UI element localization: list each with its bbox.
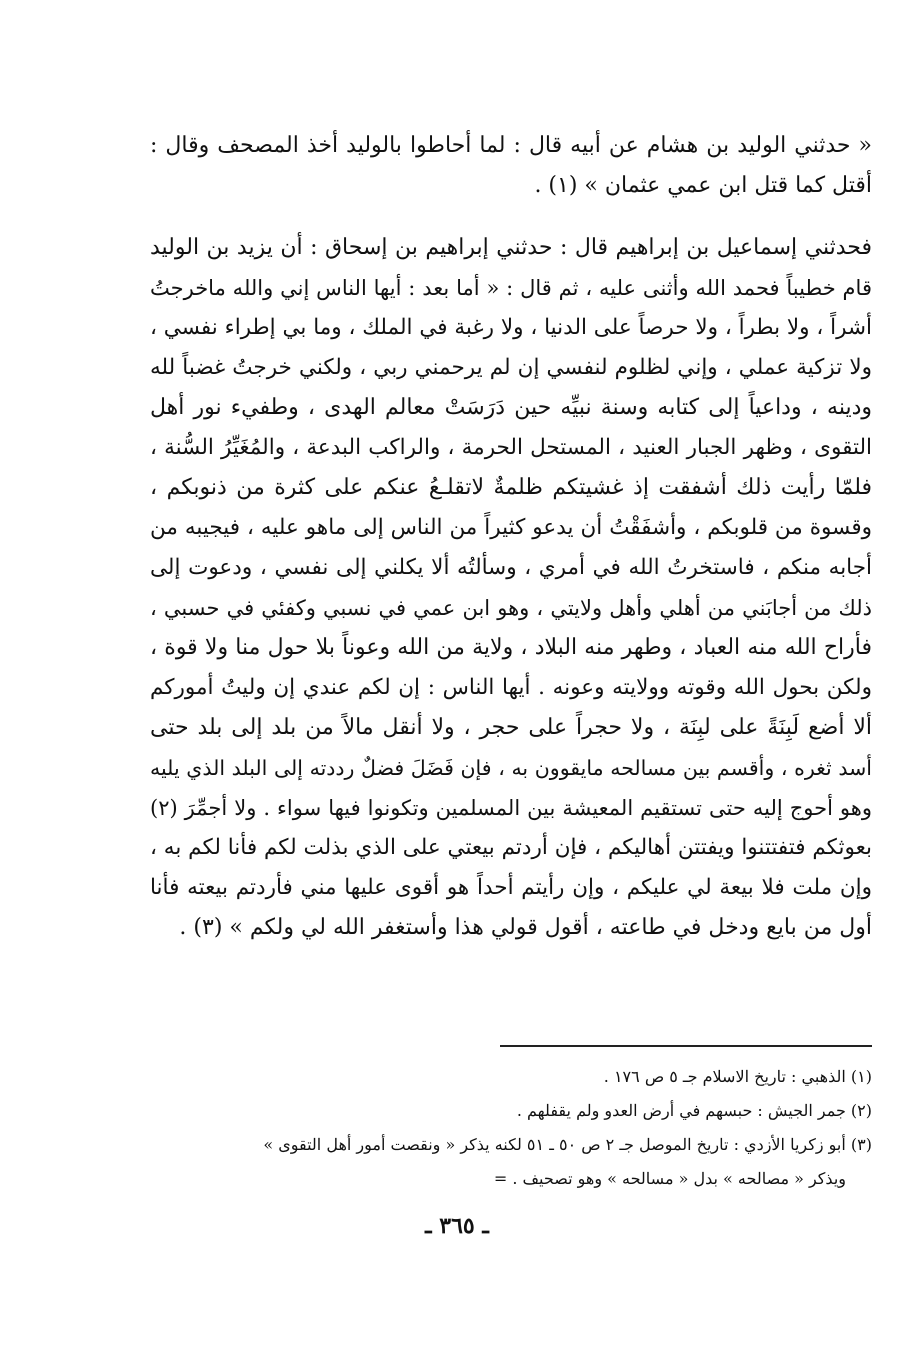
text-line: التقوى ، وظهر الجبار العنيد ، المستحل الحرمة ، والراكب البدعة ، والمُغَيِّرُ السُّنة ، [150, 435, 872, 460]
footnote-3-continuation: ويذكر « مصالحه » بدل « مسالحه » وهو تصحيف . = [493, 1169, 846, 1188]
text-line: ولا تزكية عملي ، وإني لظلوم لنفسي إن لم يرحمني ربي ، ولكني خرجتُ غضباً لله [150, 355, 872, 380]
text-line: قام خطيباً فحمد الله وأثنى عليه ، ثم قال : « أما بعد : أيها الناس إني والله ماخرجتُ [150, 276, 872, 300]
footnotes [150, 1060, 872, 1196]
text-line: ولكن بحول الله وقوته وولايته وعونه . أيها الناس : إن لكم عندي إن وليتُ أموركم [150, 675, 872, 700]
main-text [150, 126, 872, 948]
footnote-1: (١) الذهبي : تاريخ الاسلام جـ ٥ ص ١٧٦ . [603, 1067, 872, 1086]
text-line: أجابه منكم ، فاستخرتُ الله في أمري ، وسألتُه ألا يكلني إلى نفسي ، ودعوت إلى [150, 555, 872, 580]
text-line: ألا أضع لَبِنَةً على لبِنَة ، ولا حجراً على حجر ، ولا أنقل مالاً من بلد إلى بلد حتى [150, 715, 872, 740]
paragraph-1 [150, 126, 872, 206]
paragraph-2 [150, 228, 872, 948]
footnote-separator [500, 1045, 872, 1047]
text-line: أول من بايع ودخل في طاعته ، أقول قولي هذا وأستغفر الله لي ولكم » (٣) . [179, 915, 872, 940]
text-line: فحدثني إسماعيل بن إبراهيم قال : حدثني إبراهيم بن إسحاق : أن يزيد بن الوليد [150, 235, 872, 260]
text-line: بعوثكم فتفتتنوا ويفتتن أهاليكم ، فإن أردتم بيعتي على الذي بذلت لكم فأنا لكم به ، [150, 835, 872, 860]
text-line: فأراح الله منه العباد ، وطهر منه البلاد ، ولاية من الله وعوناً بلا حول منا ولا قوة ، [150, 635, 872, 660]
footnote-2: (٢) جمر الجيش : حبسهم في أرض العدو ولم يقفلهم . [516, 1101, 872, 1120]
text-line: أسد ثغره ، وأقسم بين مسالحه مايقوون به ، فإن فَضَلَ فضلٌ رددته إلى البلد الذي يليه [150, 756, 872, 780]
text-line: وإن ملت فلا بيعة لي عليكم ، وإن رأيتم أحداً هو أقوى عليها مني فأردتم بيعته فأنا [150, 875, 872, 900]
text-line: أشراً ، ولا بطراً ، ولا حرصاً على الدنيا ، ولا رغبة في الملك ، وما بي إطراء نفسي ، [150, 315, 872, 340]
text-line: وهو أحوج إليه حتى تستقيم المعيشة بين المسلمين وتكونوا فيها سواء . ولا أجمِّرَ (٢) [150, 796, 872, 820]
text-line: أقتل كما قتل ابن عمي عثمان » (١) . [534, 173, 872, 198]
footnote-3: (٣) أبو زكريا الأزدي : تاريخ الموصل جـ ٢ ص ٥٠ ـ ٥١ لكنه يذكر « ونقصت أمور أهل التقوى » [263, 1135, 872, 1154]
text-line: ذلك من أجابَني من أهلي وأهل ولايتي ، وهو ابن عمي في نسبي وكفئي في حسبي ، [150, 596, 872, 620]
text-line: « حدثني الوليد بن هشام عن أبيه قال : لما أحاطوا بالوليد أخذ المصحف وقال : [150, 133, 872, 158]
text-line: ودينه ، وداعياً إلى كتابه وسنة نبيِّه حين دَرَسَتْ معالم الهدى ، وطفيء نور أهل [150, 395, 872, 420]
page-number: ـ ٣٦٥ ـ [425, 1213, 489, 1239]
text-line: فلمّا رأيت ذلك أشفقت إذ غشيتكم ظلمةٌ لاتقلـعُ عنكم على كثرة من ذنوبكم ، [150, 475, 872, 500]
text-line: وقسوة من قلوبكم ، وأشفَقْتُ أن يدعو كثيراً من الناس إلى ماهو عليه ، فيجيبه من [150, 515, 872, 540]
